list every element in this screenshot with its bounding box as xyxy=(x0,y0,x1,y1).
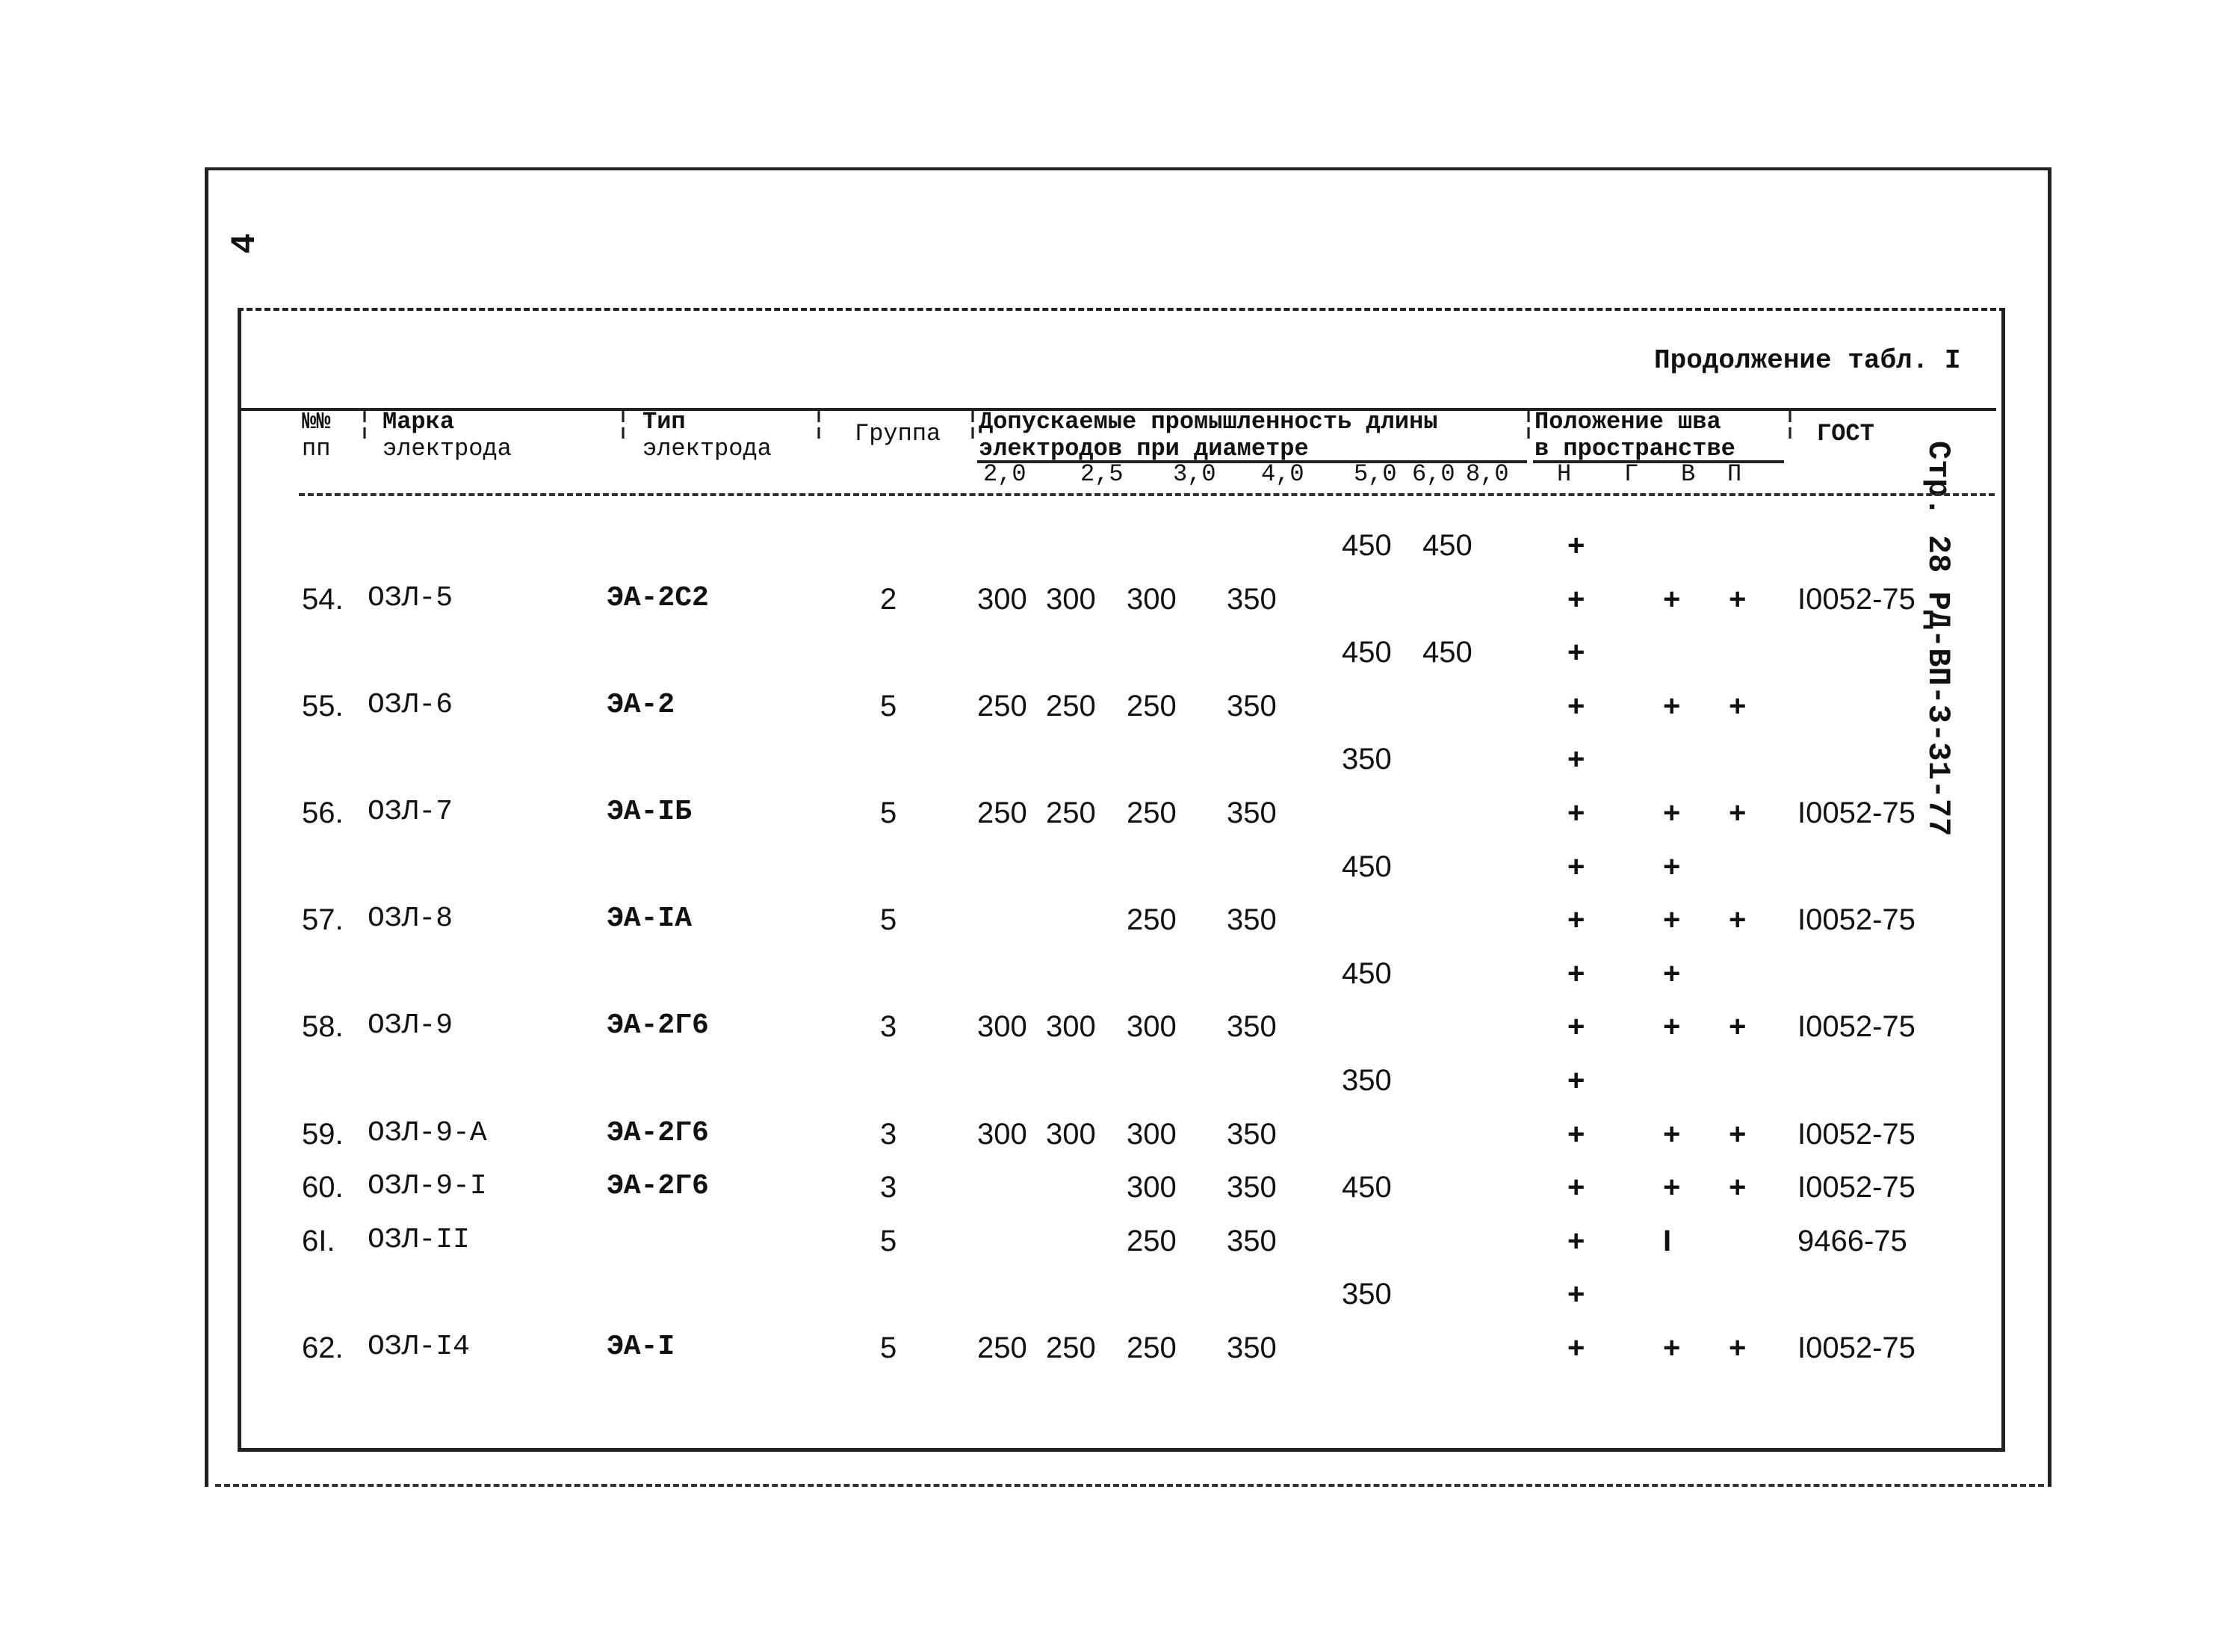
length-d40: 350 xyxy=(1227,582,1277,616)
gost-number: 9466-75 xyxy=(1797,1224,1907,1257)
position-n: + xyxy=(1567,796,1585,829)
position-v: + xyxy=(1663,689,1681,723)
gost-number: I0052-75 xyxy=(1797,796,1916,829)
electrode-type: ЭА-I xyxy=(607,1331,675,1363)
position-p: + xyxy=(1729,1331,1747,1364)
header-position-top: Положение шва xyxy=(1535,408,1721,436)
length-d25: 300 xyxy=(1046,1117,1096,1151)
header-current-mid: электродов при диаметре xyxy=(979,435,1309,463)
length-d30: 250 xyxy=(1127,689,1177,723)
electrode-brand: ОЗЛ-I4 xyxy=(368,1331,470,1363)
header-separator: ¦ xyxy=(1781,408,1800,442)
electrode-type: ЭА-2 xyxy=(607,688,675,721)
header-bottom-rule xyxy=(299,493,1995,496)
position-n: + xyxy=(1567,1064,1585,1097)
position-n: + xyxy=(1567,582,1585,616)
electrode-brand: ОЗЛ-9-I xyxy=(368,1170,487,1203)
header-diameter-30: 3,0 xyxy=(1173,460,1216,488)
position-p: + xyxy=(1729,1171,1747,1204)
header-gost: ГОСТ xyxy=(1817,420,1874,448)
header-num-bottom: пп xyxy=(302,435,331,463)
length-d30: 300 xyxy=(1127,582,1177,616)
length-d20: 250 xyxy=(977,796,1027,829)
position-p: + xyxy=(1729,1117,1747,1151)
header-type-top: Тип xyxy=(642,408,686,436)
length-d30: 250 xyxy=(1127,1331,1177,1364)
position-v: + xyxy=(1663,850,1681,883)
length-d25: 300 xyxy=(1046,1010,1096,1044)
header-diameter-50: 5,0 xyxy=(1354,460,1397,488)
electrode-type: ЭА-2С2 xyxy=(607,581,709,614)
header-separator: ¦ xyxy=(1520,408,1538,442)
length-d25: 300 xyxy=(1046,582,1096,616)
position-n: + xyxy=(1567,956,1585,990)
length-d20: 250 xyxy=(977,1331,1027,1364)
length-d40: 350 xyxy=(1227,1010,1277,1044)
position-n: + xyxy=(1567,529,1585,562)
continuation-caption: Продолжение табл. I xyxy=(1654,345,1961,376)
header-num-top: №№ xyxy=(302,408,331,436)
gost-number: I0052-75 xyxy=(1797,1331,1916,1364)
length-d30: 250 xyxy=(1127,1224,1177,1257)
position-v: + xyxy=(1663,1331,1681,1364)
length-d30: 300 xyxy=(1127,1117,1177,1151)
electrode-group: 5 xyxy=(880,1224,897,1257)
header-brand-top: Марка xyxy=(383,408,455,436)
position-n: + xyxy=(1567,636,1585,669)
position-p: + xyxy=(1729,1010,1747,1044)
length-d20: 250 xyxy=(977,689,1027,723)
electrode-brand: ОЗЛ-8 xyxy=(368,903,453,935)
gost-number: I0052-75 xyxy=(1797,1171,1916,1204)
row-number: 59. xyxy=(302,1117,344,1151)
position-v: + xyxy=(1663,903,1681,937)
position-v: + xyxy=(1663,1171,1681,1204)
electrode-type: ЭА-2Г6 xyxy=(607,1009,709,1042)
row-number: 54. xyxy=(302,582,344,616)
header-type-bottom: электрода xyxy=(642,435,772,463)
length-d40: 350 xyxy=(1227,1224,1277,1257)
header-position-g: Г xyxy=(1624,460,1639,488)
page-margin-mark: 4 xyxy=(225,233,264,254)
length-d50: 350 xyxy=(1342,1064,1392,1097)
row-number: 60. xyxy=(302,1171,344,1204)
length-d50: 450 xyxy=(1342,850,1392,883)
header-group: Группа xyxy=(855,420,941,448)
gost-number: I0052-75 xyxy=(1797,903,1916,937)
electrode-group: 2 xyxy=(880,582,897,616)
length-d40: 350 xyxy=(1227,903,1277,937)
position-p: + xyxy=(1729,689,1747,723)
position-v: + xyxy=(1663,956,1681,990)
length-d40: 350 xyxy=(1227,689,1277,723)
position-v: + xyxy=(1663,1010,1681,1044)
header-diameter-40: 4,0 xyxy=(1261,460,1304,488)
length-d60: 450 xyxy=(1422,636,1472,669)
electrode-group: 5 xyxy=(880,796,897,829)
length-d30: 250 xyxy=(1127,796,1177,829)
header-brand-bottom: электрода xyxy=(383,435,512,463)
electrode-group: 3 xyxy=(880,1171,897,1204)
header-diameter-25: 2,5 xyxy=(1080,460,1124,488)
document-side-code: Стр. 28 РД-ВП-3-31-77 xyxy=(1920,441,1956,837)
electrode-group: 3 xyxy=(880,1117,897,1151)
electrode-type: ЭА-IА xyxy=(607,903,693,935)
header-diameter-60: 6,0 xyxy=(1412,460,1455,488)
header-position-n: Н xyxy=(1557,460,1572,488)
header-current-top: Допускаемые промышленность длины xyxy=(979,408,1438,436)
length-d25: 250 xyxy=(1046,689,1096,723)
length-d20: 300 xyxy=(977,1010,1027,1044)
length-d40: 350 xyxy=(1227,1331,1277,1364)
position-v: + xyxy=(1663,796,1681,829)
position-v: + xyxy=(1663,1117,1681,1151)
row-number: 55. xyxy=(302,689,344,723)
header-separator: ¦ xyxy=(810,408,829,442)
position-v: I xyxy=(1663,1224,1672,1257)
length-d50: 350 xyxy=(1342,1278,1392,1311)
length-d30: 250 xyxy=(1127,903,1177,937)
length-d40: 350 xyxy=(1227,1117,1277,1151)
length-d50: 450 xyxy=(1342,1171,1392,1204)
position-p: + xyxy=(1729,582,1747,616)
electrode-type: ЭА-2Г6 xyxy=(607,1170,709,1203)
position-n: + xyxy=(1567,903,1585,937)
electrode-brand: ОЗЛ-5 xyxy=(368,581,453,614)
row-number: 58. xyxy=(302,1010,344,1044)
length-d50: 450 xyxy=(1342,529,1392,562)
length-d20: 300 xyxy=(977,582,1027,616)
header-separator: ¦ xyxy=(964,408,982,442)
length-d50: 450 xyxy=(1342,636,1392,669)
position-n: + xyxy=(1567,689,1585,723)
length-d60: 450 xyxy=(1422,529,1472,562)
electrode-type: ЭА-IБ xyxy=(607,796,693,828)
position-n: + xyxy=(1567,743,1585,776)
position-n: + xyxy=(1567,1278,1585,1311)
length-d50: 450 xyxy=(1342,956,1392,990)
header-separator: ¦ xyxy=(356,408,374,442)
length-d40: 350 xyxy=(1227,1171,1277,1204)
electrode-group: 5 xyxy=(880,1331,897,1364)
header-position-v: В xyxy=(1681,460,1696,488)
length-d25: 250 xyxy=(1046,1331,1096,1364)
electrode-group: 5 xyxy=(880,903,897,937)
position-n: + xyxy=(1567,1117,1585,1151)
length-d30: 300 xyxy=(1127,1171,1177,1204)
position-n: + xyxy=(1567,1224,1585,1257)
header-position-mid: в пространстве xyxy=(1535,435,1735,463)
electrode-group: 5 xyxy=(880,689,897,723)
position-v: + xyxy=(1663,582,1681,616)
position-n: + xyxy=(1567,1331,1585,1364)
electrode-group: 3 xyxy=(880,1010,897,1044)
electrode-brand: ОЗЛ-7 xyxy=(368,796,453,828)
length-d30: 300 xyxy=(1127,1010,1177,1044)
row-number: 6I. xyxy=(302,1224,335,1257)
electrode-brand: ОЗЛ-6 xyxy=(368,688,453,721)
length-d50: 350 xyxy=(1342,743,1392,776)
length-d25: 250 xyxy=(1046,796,1096,829)
header-position-p: П xyxy=(1727,460,1742,488)
position-n: + xyxy=(1567,850,1585,883)
header-separator: ¦ xyxy=(614,408,633,442)
header-diameter-20: 2,0 xyxy=(983,460,1026,488)
electrode-brand: ОЗЛ-9-А xyxy=(368,1116,487,1149)
length-d20: 300 xyxy=(977,1117,1027,1151)
length-d40: 350 xyxy=(1227,796,1277,829)
position-n: + xyxy=(1567,1171,1585,1204)
row-number: 57. xyxy=(302,903,344,937)
electrode-type: ЭА-2Г6 xyxy=(607,1116,709,1149)
position-p: + xyxy=(1729,796,1747,829)
gost-number: I0052-75 xyxy=(1797,1117,1916,1151)
position-n: + xyxy=(1567,1010,1585,1044)
header-diameter-80: 8,0 xyxy=(1466,460,1509,488)
row-number: 62. xyxy=(302,1331,344,1364)
electrode-brand: ОЗЛ-II xyxy=(368,1223,470,1256)
row-number: 56. xyxy=(302,796,344,829)
gost-number: I0052-75 xyxy=(1797,582,1916,616)
electrode-brand: ОЗЛ-9 xyxy=(368,1009,453,1042)
outer-bottom-line xyxy=(215,1484,2044,1487)
gost-number: I0052-75 xyxy=(1797,1010,1916,1044)
position-p: + xyxy=(1729,903,1747,937)
